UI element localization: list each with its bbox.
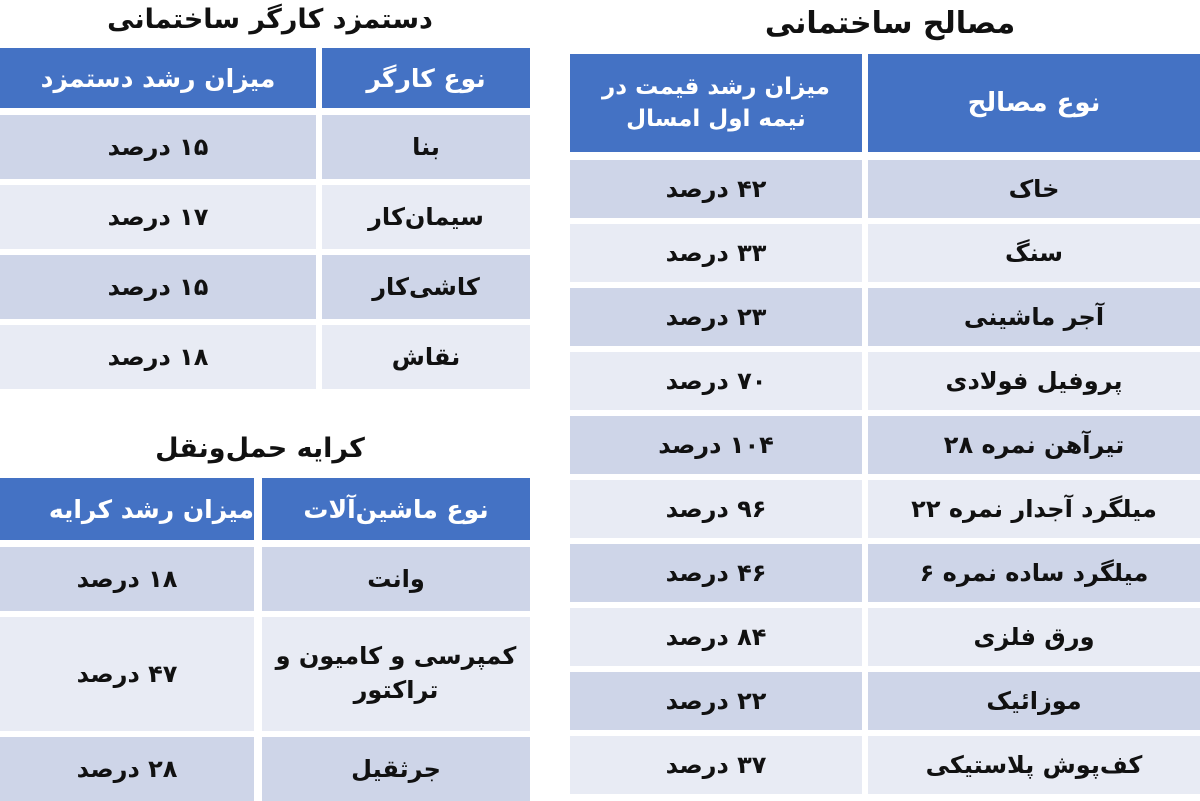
materials-row-type-cell: آجر ماشینی	[868, 288, 1200, 346]
materials-row-type-cell: میلگرد ساده نمره ۶	[868, 544, 1200, 602]
wages-title: دستمزد کارگر ساختمانی	[107, 4, 433, 35]
transport-row-type-cell: وانت	[262, 547, 530, 611]
materials-row-growth-cell: ۸۴ درصد	[570, 608, 862, 666]
materials-row-type-cell: خاک	[868, 160, 1200, 218]
wages-row-growth-cell: ۱۷ درصد	[0, 185, 316, 249]
transport-title: کرایه حمل‌ونقل	[155, 433, 365, 464]
wages-header-growth: میزان رشد دستمزد	[0, 48, 316, 108]
materials-row-type-cell: ورق فلزی	[868, 608, 1200, 666]
wages-row-type-cell: کاشی‌کار	[322, 255, 530, 319]
wages-row-type-cell: بنا	[322, 115, 530, 179]
transport-header-type: نوع ماشین‌آلات	[262, 478, 530, 540]
materials-row-type-cell: میلگرد آجدار نمره ۲۲	[868, 480, 1200, 538]
wages-row-type-cell: نقاش	[322, 325, 530, 389]
materials-row-growth-cell: ۲۲ درصد	[570, 672, 862, 730]
materials-row-growth-cell: ۴۶ درصد	[570, 544, 862, 602]
materials-row-growth-cell: ۴۲ درصد	[570, 160, 862, 218]
wages-row-growth-cell: ۱۵ درصد	[0, 115, 316, 179]
materials-row-type-cell: سنگ	[868, 224, 1200, 282]
materials-header-type: نوع مصالح	[868, 54, 1200, 152]
materials-row-growth-cell: ۳۳ درصد	[570, 224, 862, 282]
transport-row-growth-cell: ۲۸ درصد	[0, 737, 254, 801]
transport-row-growth-cell: ۱۸ درصد	[0, 547, 254, 611]
wages-row-type-cell: سیمان‌کار	[322, 185, 530, 249]
materials-header-growth: میزان رشد قیمت در نیمه اول امسال	[570, 54, 862, 152]
transport-row-growth-cell: ۴۷ درصد	[0, 617, 254, 731]
wages-row-growth-cell: ۱۸ درصد	[0, 325, 316, 389]
materials-row-type-cell: تیرآهن نمره ۲۸	[868, 416, 1200, 474]
wages-header-type: نوع کارگر	[322, 48, 530, 108]
materials-row-growth-cell: ۷۰ درصد	[570, 352, 862, 410]
materials-row-growth-cell: ۱۰۴ درصد	[570, 416, 862, 474]
wages-row-growth-cell: ۱۵ درصد	[0, 255, 316, 319]
transport-row-type-cell: کمپرسی و کامیون و تراکتور	[262, 617, 530, 731]
transport-row-type-cell: جرثقیل	[262, 737, 530, 801]
transport-header-growth: میزان رشد کرایه	[0, 478, 254, 540]
materials-row-growth-cell: ۲۳ درصد	[570, 288, 862, 346]
materials-row-type-cell: موزائیک	[868, 672, 1200, 730]
materials-title: مصالح ساختمانی	[764, 6, 1016, 41]
materials-row-growth-cell: ۳۷ درصد	[570, 736, 862, 794]
materials-row-growth-cell: ۹۶ درصد	[570, 480, 862, 538]
materials-row-type-cell: کف‌پوش پلاستیکی	[868, 736, 1200, 794]
materials-row-type-cell: پروفیل فولادی	[868, 352, 1200, 410]
